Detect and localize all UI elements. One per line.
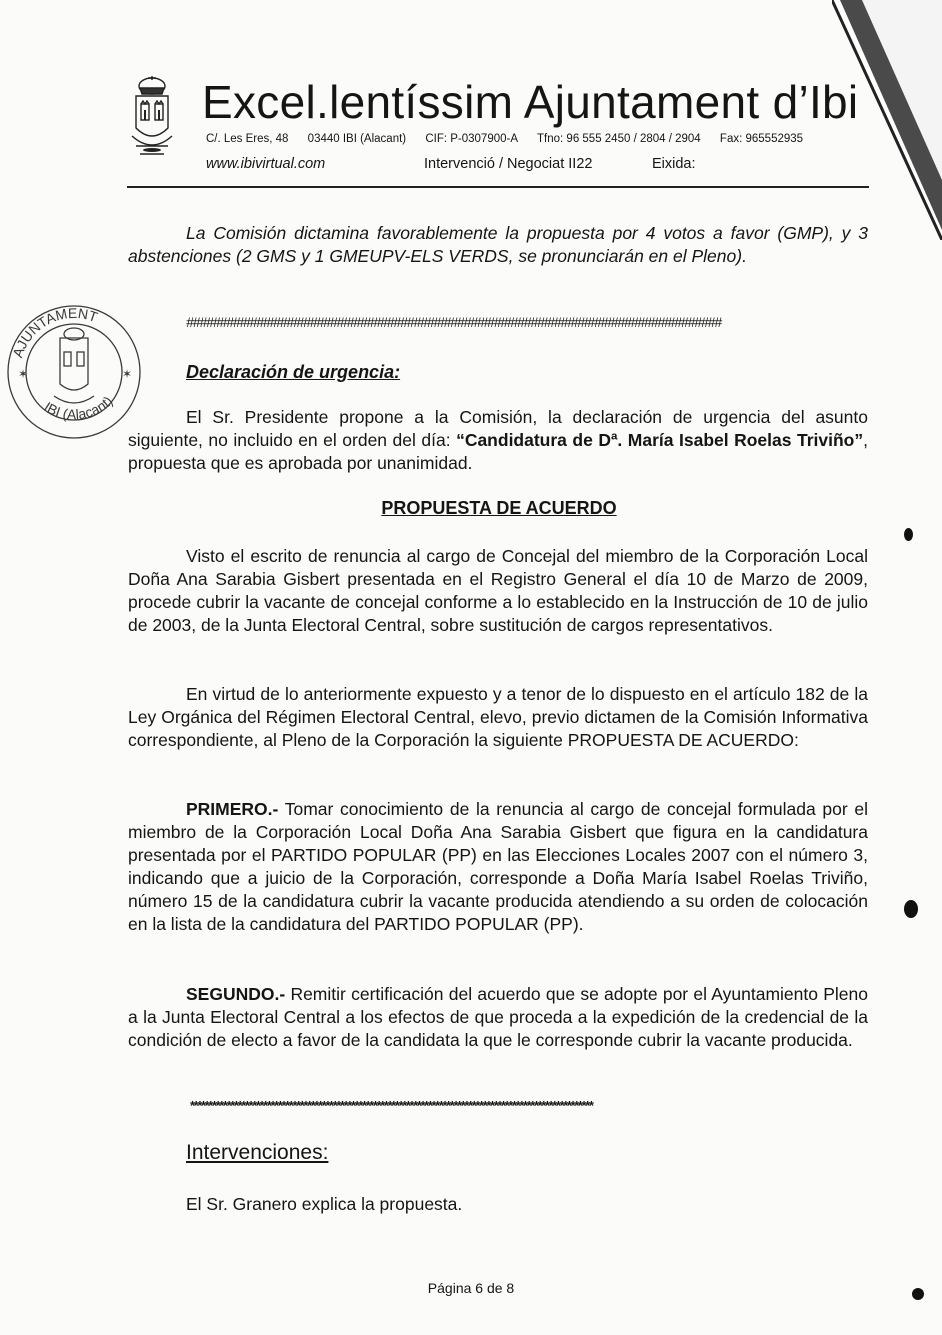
segundo-paragraph — [128, 983, 868, 1052]
town-crest-icon — [126, 74, 178, 168]
svg-text:✶: ✶ — [122, 367, 133, 381]
postal-code: 03440 IBI (Alacant) — [307, 133, 407, 145]
seal-bottom-text: IBI (Alacant) — [41, 392, 116, 423]
department-label: Intervenció / Negociat II22 — [424, 156, 593, 172]
proposal-heading-text: PROPUESTA DE ACUERDO — [381, 498, 617, 518]
svg-text:✶: ✶ — [18, 367, 29, 381]
svg-text:IBI (Alacant) — [41, 393, 115, 423]
scan-mark — [904, 528, 913, 541]
phone-number: Tfno: 96 555 2450 / 2804 / 2904 — [537, 133, 701, 145]
candidate-name: “Candidatura de Dª. María Isabel Roelas Triviño” — [456, 430, 864, 450]
urgency-paragraph — [128, 406, 868, 475]
cif-number: CIF: P-0307900-A — [425, 133, 519, 145]
header-address-line — [206, 133, 803, 145]
proposal-heading — [0, 498, 942, 519]
primero-label: PRIMERO.- — [186, 799, 279, 819]
interventions-paragraph: El Sr. Granero explica la propuesta. — [186, 1194, 463, 1214]
website-link[interactable]: www.ibivirtual.com — [206, 156, 326, 172]
proposal-paragraph-2: En virtud de lo anteriormente expuesto y a tenor de lo dispuesto en el artículo 182 de la Ley Orgánica del Régimen Electoral Central, elevo, previo dictamen de la Comisión Informativa correspondiente, al Pleno de la Corporación la siguiente PROPUESTA DE ACUERDO: — [128, 684, 868, 750]
hash-separator: ################################################################################ — [186, 314, 721, 330]
segundo-label: SEGUNDO.- — [186, 984, 286, 1004]
official-seal-icon — [4, 300, 144, 440]
primero-paragraph — [128, 798, 868, 936]
proposal-paragraph-1: Visto el escrito de renuncia al cargo de Concejal del miembro de la Corporación Local Doña Ana Sarabia Gisbert presentada en el Registro General el día 10 de Marzo de 2009, procede cubrir la vacante de concejal conforme a lo establecido en la Instrucción de 10 de julio de 2003, de la Junta Electoral Central, sobre sustitución de cargos representativos. — [128, 546, 868, 635]
commission-paragraph: La Comisión dictamina favorablemente la propuesta por 4 votos a favor (GMP), y 3 abstenciones (2 GMS y 1 GMEUPV-ELS VERDS, se pronunciarán en el Pleno). — [128, 223, 868, 266]
primero-text: Tomar conocimiento de la renuncia al cargo de concejal formulada por el miembro de la Corporación Local Doña Ana Sarabia Gisbert que figura en la candidatura presentada por el PARTIDO POPULAR (PP) en las Elecciones Locales 2007 con el número 3, indicando que a juicio de la Corporación, corresponde a Doña María Isabel Roelas Triviño, número 15 de la candidatura cubrir la vacante producida atendiendo a su orden de colocación en la lista de la candidatura del PARTIDO POPULAR (PP). — [128, 799, 868, 934]
seal-top-text: AJUNTAMENT — [9, 304, 100, 360]
fax-number: Fax: 965552935 — [719, 133, 804, 145]
scan-mark — [912, 1288, 924, 1300]
urgency-text-start: El Sr. Presidente propone a la Comisión, la declaración de urgencia del asunto siguiente, no incluido en el orden del día: — [128, 407, 868, 450]
header-divider — [127, 186, 869, 188]
urgency-text-end: , propuesta que es aprobada por unanimidad. — [128, 430, 868, 473]
exida-label: Eixida: — [652, 156, 696, 172]
scan-mark — [904, 900, 918, 918]
address: C/. Les Eres, 48 — [206, 133, 289, 145]
page-number: Página 6 de 8 — [427, 1280, 515, 1296]
page-title: Excel.lentíssim Ajuntament d’Ibi — [202, 76, 859, 128]
interventions-heading: Intervenciones: — [186, 1141, 329, 1164]
urgency-heading: Declaración de urgencia: — [186, 362, 401, 382]
star-separator: ************************************************************************************************************** — [190, 1098, 593, 1113]
segundo-text: Remitir certificación del acuerdo que se adopte por el Ayuntamiento Pleno a la Junta Electoral Central a los efectos de que proceda a la expedición de la credencial de la condición de electo a favor de la candidata la que le corresponde cubrir la vacante producida. — [128, 984, 868, 1050]
svg-text:AJUNTAMENT — [9, 305, 100, 360]
